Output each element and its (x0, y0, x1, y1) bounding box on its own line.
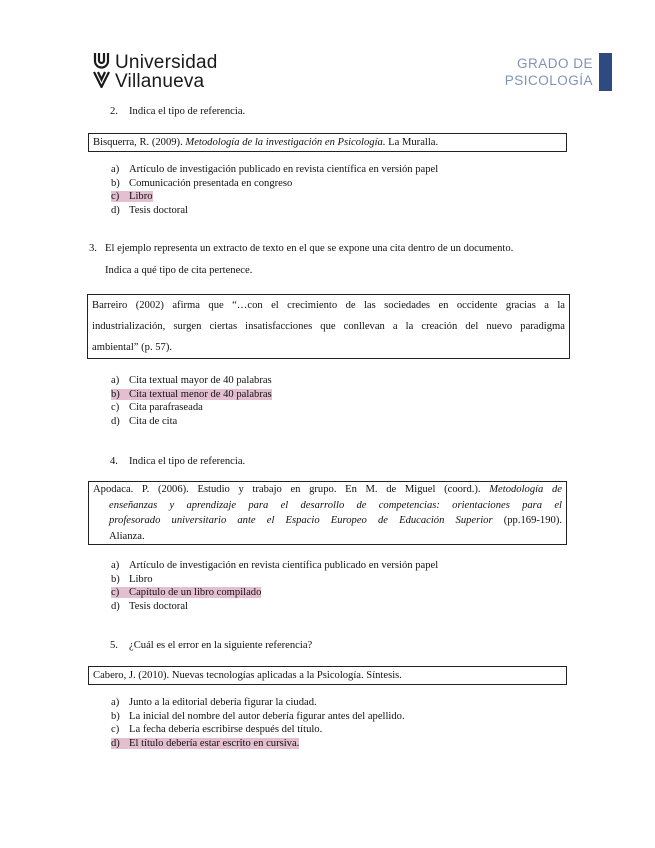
option-a[interactable]: a) Cita textual mayor de 40 palabras (111, 375, 272, 386)
question-4-reference: Apodaca. P. (2006). Estudio y trabajo en grupo. En M. de Miguel (coord.). Metodología de enseñanzas y aprendizaje para el desarrollo de competencias: orientaciones para el profesorado universitario ante el Espacio Europeo de Educación Superior (pp.169-190). Alianza. (88, 481, 567, 545)
logo-line-1: Universidad (115, 52, 218, 73)
option-c-selected[interactable]: c) Capítulo de un libro compilado (111, 587, 262, 599)
logo-u-icon (93, 52, 111, 73)
option-c[interactable]: c) La fecha debería escribirse después del título. (111, 724, 323, 736)
question-4-options (111, 559, 438, 613)
question-2-title: 2. Indica el tipo de referencia. (110, 106, 246, 117)
option-d-selected[interactable]: d) El título debería estar escrito en cursiva. (111, 737, 300, 749)
grado-label (505, 55, 593, 89)
option-b[interactable]: b) Comunicación presentada en congreso (111, 177, 293, 189)
grado-line-1: GRADO DE (516, 56, 593, 71)
question-5-reference: Cabero, J. (2010). Nuevas tecnologías aplicadas a la Psicología. Síntesis. (88, 666, 567, 685)
question-5-title: 5. ¿Cuál es el error en la siguiente referencia? (110, 640, 313, 651)
option-b[interactable]: b) Libro (111, 573, 153, 585)
option-c-selected[interactable]: c) Libro (111, 191, 153, 203)
option-a[interactable]: a) Artículo de investigación publicado en revista científica en versión papel (111, 164, 439, 175)
option-d[interactable]: d) Tesis doctoral (111, 204, 188, 216)
question-2-options (111, 163, 438, 217)
option-a[interactable]: a) Junto a la editorial debería figurar la ciudad. (111, 697, 317, 708)
option-b-selected[interactable]: b) Cita textual menor de 40 palabras (111, 388, 272, 400)
question-4-title: 4. Indica el tipo de referencia. (110, 456, 246, 467)
question-3-title: 3. El ejemplo representa un extracto de texto en el que se expone una cita dentro de un documento. Indica a qué tipo de cita pertenece. (89, 243, 514, 276)
option-c[interactable]: c) Cita parafraseada (111, 402, 203, 414)
question-5-options (111, 696, 405, 750)
question-3-quote: Barreiro (2002) afirma que “…con el crecimiento de las sociedades en occidente gracias a la industrialización, surgen ciertas insatisfacciones que conllevan a la creación del nuevo paradigma ambiental” (p. 57). (87, 294, 570, 359)
university-logo (93, 53, 218, 91)
logo-line-2: Villanueva (115, 71, 205, 92)
grado-line-2: PSICOLOGÍA (504, 73, 593, 88)
option-a[interactable]: a) Artículo de investigación en revista científica publicado en versión papel (111, 560, 439, 571)
option-b[interactable]: b) La inicial del nombre del autor debería figurar antes del apellido. (111, 710, 405, 722)
logo-v-icon (93, 71, 111, 92)
option-d[interactable]: d) Tesis doctoral (111, 600, 188, 612)
question-3-options (111, 374, 272, 428)
question-2-reference: Bisquerra, R. (2009). Metodología de la investigación en Psicología. La Muralla. (88, 133, 567, 152)
option-d[interactable]: d) Cita de cita (111, 415, 178, 427)
brand-bar (599, 53, 612, 91)
